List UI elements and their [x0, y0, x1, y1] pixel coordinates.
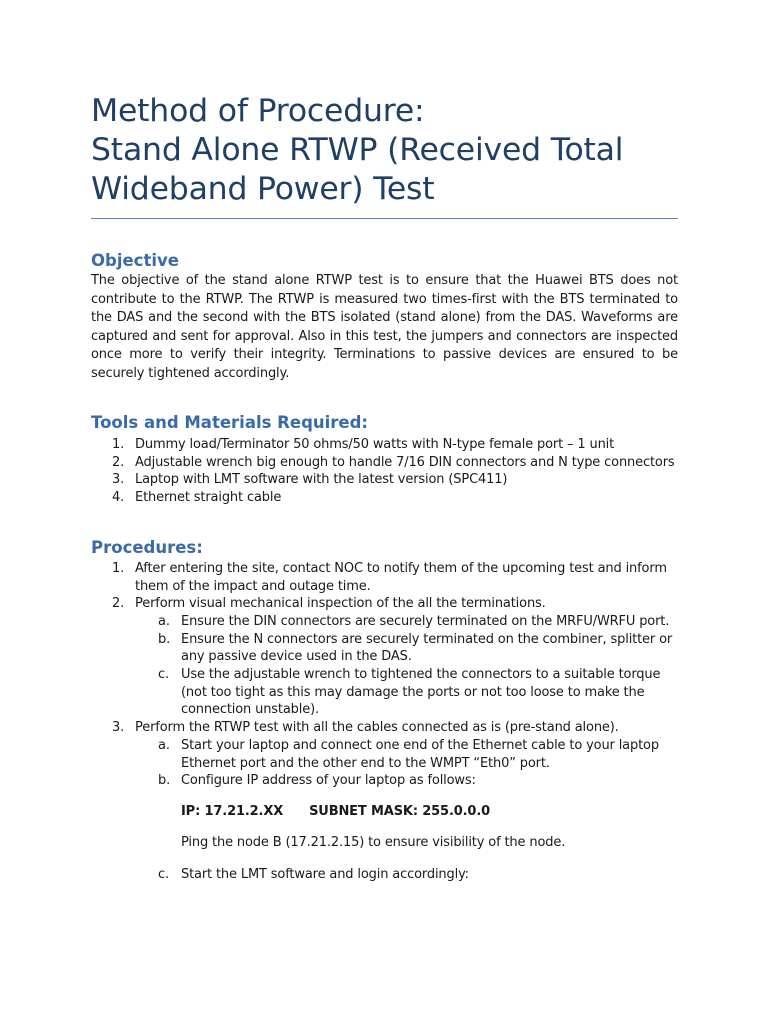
list-number: 1.	[112, 560, 125, 576]
list-item	[91, 595, 678, 613]
sub-list-letter: c.	[158, 667, 169, 683]
sub-list-letter: c.	[158, 866, 169, 882]
ping-instruction: Ping the node B (17.21.2.15) to ensure visibility of the node.	[181, 834, 566, 850]
sub-list-text: Ensure the N connectors are securely terminated on the combiner, splitter or any passive device used in the DAS.	[181, 631, 673, 665]
sub-list-item	[91, 613, 678, 631]
list-item	[91, 489, 678, 507]
tools-list	[91, 436, 678, 507]
list-number: 1.	[112, 437, 125, 452]
list-text: Dummy load/Terminator 50 ohms/50 watts with N-type female port – 1 unit	[135, 437, 615, 452]
list-item	[91, 560, 678, 595]
list-text: Laptop with LMT software with the latest version (SPC411)	[135, 472, 508, 488]
objective-paragraph: The objective of the stand alone RTWP test is to ensure that the Huawei BTS does not contribute to the RTWP. The RTWP is measured two times-first with the BTS terminated to the DAS and the second with the BTS isolated (stand alone) from the DAS. Waveforms are captured and sent for approval. Also in this test, the jumpers and connectors are inspected once more to verify their integrity. Terminations to passive devices are ensured to be securely tightened accordingly.	[91, 273, 678, 381]
document-title	[91, 92, 678, 209]
ip-address: IP: 17.21.2.XX	[181, 803, 284, 819]
sub-list-letter: b.	[158, 631, 171, 647]
list-item	[91, 719, 678, 737]
document-page	[91, 92, 678, 884]
sub-list-item	[91, 737, 678, 772]
list-text: Adjustable wrench big enough to handle 7/16 DIN connectors and N type connectors	[135, 454, 675, 470]
list-item	[91, 436, 678, 454]
sub-list-letter: a.	[158, 613, 170, 629]
list-number: 3.	[112, 720, 125, 736]
sub-list-letter: a.	[158, 737, 170, 753]
procedures-heading: Procedures:	[91, 537, 203, 557]
list-number: 2.	[112, 596, 125, 612]
list-number: 3.	[112, 472, 125, 488]
ip-config-line	[91, 803, 678, 821]
list-text: Ethernet straight cable	[135, 490, 282, 506]
sub-list-item	[91, 772, 678, 790]
list-item	[91, 454, 678, 472]
sub-list-text: Configure IP address of your laptop as follows:	[181, 773, 476, 789]
sub-list-text: Start your laptop and connect one end of the Ethernet cable to your laptop Ethernet port and the other end to the WMPT “Eth0” port.	[181, 737, 659, 771]
sub-list-text: Use the adjustable wrench to tightened the connectors to a suitable torque (not too tight as this may damage the ports or not too loose to make the connection unstable).	[181, 667, 661, 718]
objective-heading: Objective	[91, 251, 179, 270]
sub-list-letter: b.	[158, 773, 171, 789]
list-number: 4.	[112, 490, 125, 506]
title-divider	[91, 218, 678, 219]
title-line: Stand Alone RTWP (Received Total	[91, 132, 624, 168]
subnet-mask: SUBNET MASK: 255.0.0.0	[309, 803, 491, 819]
sub-list-text: Ensure the DIN connectors are securely terminated on the MRFU/WRFU port.	[181, 613, 670, 629]
sub-list-text: Start the LMT software and login accordingly:	[181, 866, 469, 882]
list-text: After entering the site, contact NOC to notify them of the upcoming test and inform them of the impact and outage time.	[135, 560, 667, 594]
title-line: Method of Procedure:	[91, 93, 425, 129]
procedures-list	[91, 560, 678, 884]
title-line: Wideband Power) Test	[91, 171, 435, 207]
sub-list-item	[91, 666, 678, 719]
list-number: 2.	[112, 454, 125, 470]
tools-heading: Tools and Materials Required:	[91, 413, 369, 432]
list-item	[91, 471, 678, 489]
sub-list-item	[91, 866, 678, 884]
list-text: Perform visual mechanical inspection of the all the terminations.	[135, 596, 546, 612]
list-text: Perform the RTWP test with all the cables connected as is (pre-stand alone).	[135, 720, 619, 736]
sub-list-item	[91, 631, 678, 666]
